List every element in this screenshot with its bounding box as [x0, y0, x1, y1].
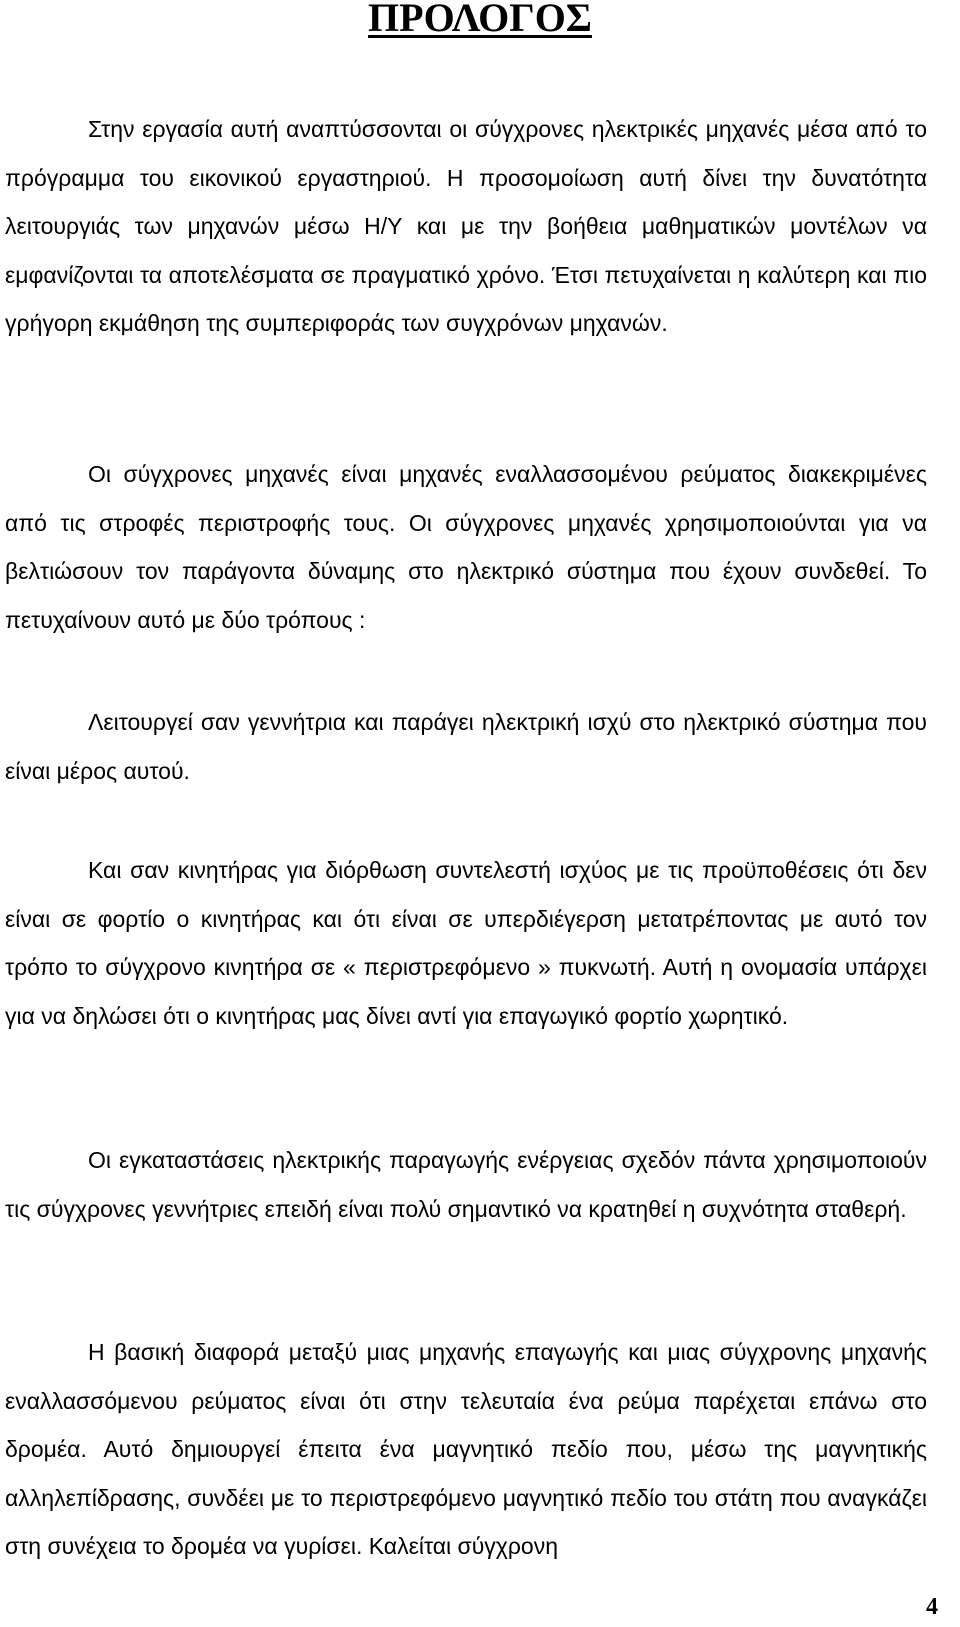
paragraph-generator: Λειτουργεί σαν γεννήτρια και παράγει ηλεκτρική ισχύ στο ηλεκτρικό σύστημα που είναι μέρος αυτού.	[5, 709, 927, 784]
paragraph-installations: Οι εγκαταστάσεις ηλεκτρικής παραγωγής ενέργειας σχεδόν πάντα χρησιμοποιούν τις σύγχρονες γεννήτριες επειδή είναι πολύ σημαντικό να κρατηθεί η συχνότητα σταθερή.	[5, 1147, 927, 1222]
page-title: ΠΡΟΛΟΓΟΣ	[368, 0, 592, 40]
paragraph-synchronous-machines: Οι σύγχρονες μηχανές είναι μηχανές εναλλασσομένου ρεύματος διακεκριμένες από τις στροφές περιστροφής τους. Οι σύγχρονες μηχανές χρησιμοποιούνται για να βελτιώσουν τον παράγοντα δύναμης στο ηλεκτρικό σύστημα που έχουν συνδεθεί. Το πετυχαίνουν αυτό με δύο τρόπους :	[5, 461, 927, 633]
paragraph-difference: Η βασική διαφορά μεταξύ μιας μηχανής επαγωγής και μιας σύγχρονης μηχανής εναλλασσόμενου ρεύματος είναι ότι στην τελευταία ένα ρεύμα παρέχεται επάνω στο δρομέα. Αυτό δημιουργεί έπειτα ένα μαγνητικό πεδίο που, μέσω της μαγνητικής αλληλεπίδρασης, συνδέει με το περιστρεφόμενο μαγνητικό πεδίο του στάτη που αναγκάζει στη συνέχεια το δρομέα να γυρίσει. Καλείται σύγχρονη	[5, 1339, 927, 1560]
paragraph-intro: Στην εργασία αυτή αναπτύσσονται οι σύγχρονες ηλεκτρικές μηχανές μέσα από το πρόγραμμα του εικονικού εργαστηριού. Η προσομοίωση αυτή δίνει την δυνατότητα λειτουργιάς των μηχανών μέσω Η/Υ και με την βοήθεια μαθηματικών μοντέλων να εμφανίζονται τα αποτελέσματα σε πραγματικό χρόνο. Έτσι πετυχαίνεται η καλύτερη και πιο γρήγορη εκμάθηση της συμπεριφοράς των συγχρόνων μηχανών.	[5, 116, 927, 337]
paragraph-motor: Και σαν κινητήρας για διόρθωση συντελεστή ισχύος με τις προϋποθέσεις ότι δεν είναι σε φορτίο ο κινητήρας και ότι είναι σε υπερδιέγερση μετατρέποντας με αυτό τον τρόπο το σύγχρονο κινητήρα σε « περιστρεφόμενο » πυκνωτή. Αυτή η ονομασία υπάρχει για να δηλώσει ότι ο κινητήρας μας δίνει αντί για επαγωγικό φορτίο χωρητικό.	[5, 857, 927, 1029]
page-number: 4	[926, 1594, 938, 1620]
